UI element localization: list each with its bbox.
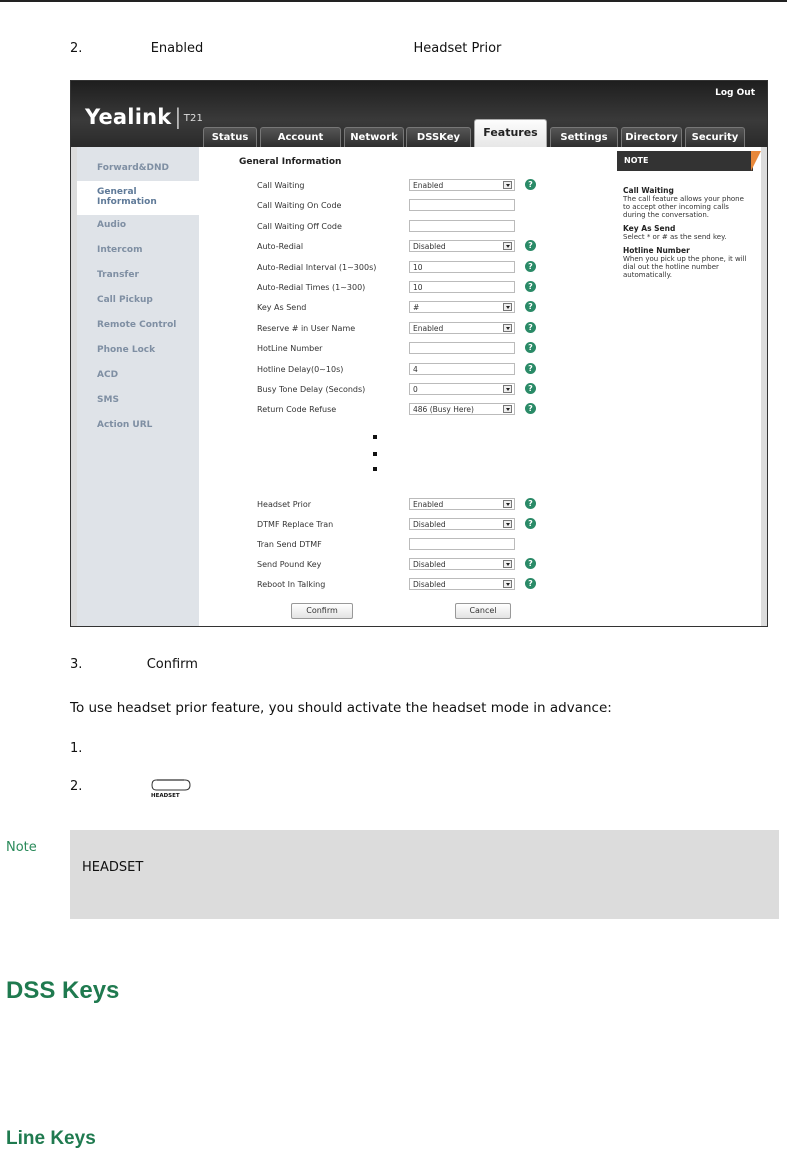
sidebar-item-remote-control[interactable]: Remote Control <box>97 320 177 330</box>
sidebar-item-call-pickup[interactable]: Call Pickup <box>97 295 153 305</box>
note-entry <box>623 247 753 279</box>
note-text: HEADSET <box>82 860 144 875</box>
help-icon[interactable]: ? <box>525 558 536 569</box>
field-value: 4 <box>413 364 418 374</box>
field-label: Call Waiting Off Code <box>257 221 342 231</box>
field-select[interactable] <box>409 578 515 590</box>
note-entry-text: The call feature allows your phone to accept other incoming calls during the conversation. <box>623 195 744 219</box>
field-label: Send Pound Key <box>257 560 322 569</box>
chevron-down-icon[interactable] <box>503 385 512 393</box>
step-number: 2. <box>70 41 83 56</box>
field-label: Hotline Delay(0~10s) <box>257 364 344 374</box>
chevron-down-icon[interactable] <box>503 405 512 413</box>
step-3-line <box>70 657 198 672</box>
tab-account[interactable]: Account <box>260 127 341 148</box>
field-select[interactable] <box>409 301 515 313</box>
ui-header <box>71 81 767 147</box>
field-value: 10 <box>413 262 423 272</box>
note-entry-text: When you pick up the phone, it will dial out the hotline number automatically. <box>623 255 747 279</box>
step-2-enabled: Enabled <box>150 41 204 56</box>
help-icon[interactable]: ? <box>525 179 536 190</box>
field-label: Key As Send <box>257 303 307 313</box>
field-value: Enabled <box>413 500 444 509</box>
field-label: HotLine Number <box>257 344 323 354</box>
tab-network[interactable]: Network <box>344 127 404 148</box>
field-value: # <box>413 303 420 313</box>
chevron-down-icon[interactable] <box>503 560 512 568</box>
sidebar-item-phone-lock[interactable]: Phone Lock <box>97 345 156 355</box>
confirm-button[interactable]: Confirm <box>291 603 353 619</box>
field-input[interactable] <box>409 220 515 232</box>
tab-directory[interactable]: Directory <box>621 127 682 148</box>
logout-link[interactable]: Log Out <box>715 88 755 98</box>
note-box <box>70 830 779 919</box>
help-icon[interactable]: ? <box>525 383 536 394</box>
chevron-down-icon[interactable] <box>503 500 512 508</box>
field-label: Busy Tone Delay (Seconds) <box>257 385 366 394</box>
sidebar-item-intercom[interactable]: Intercom <box>97 245 143 255</box>
ellipsis-dot <box>373 467 377 471</box>
field-select[interactable] <box>409 403 515 415</box>
field-label: Auto-Redial <box>257 242 304 252</box>
ellipsis-dot <box>373 452 377 456</box>
field-value: 10 <box>413 283 423 292</box>
help-icon[interactable]: ? <box>525 498 536 509</box>
help-icon[interactable]: ? <box>525 261 536 272</box>
brand-name: Yealink <box>85 105 172 129</box>
sidebar-item-action-url[interactable]: Action URL <box>97 420 153 430</box>
heading-dss-keys: DSS Keys <box>6 977 120 1004</box>
field-value: Disabled <box>413 580 446 589</box>
field-value: Disabled <box>413 560 446 569</box>
headset-key-label: HEADSET <box>151 793 180 799</box>
ellipsis-dot <box>373 435 377 439</box>
note-panel <box>617 147 761 626</box>
field-value: 486 (Busy Here) <box>413 405 474 415</box>
settings-form <box>199 147 609 626</box>
brand-model: T21 <box>183 113 204 124</box>
web-ui-screenshot <box>70 80 768 627</box>
field-label: Auto-Redial Times (1~300) <box>257 283 366 292</box>
field-input[interactable] <box>409 281 515 293</box>
field-label: Headset Prior <box>257 500 312 509</box>
help-icon[interactable]: ? <box>525 240 536 251</box>
field-select[interactable] <box>409 179 515 191</box>
field-input[interactable] <box>409 199 515 211</box>
field-label: Auto-Redial Interval (1~300s) <box>257 262 377 272</box>
note-entry-title: Key As Send <box>623 224 676 233</box>
field-label: Reboot In Talking <box>257 580 326 589</box>
note-entry-title: Call Waiting <box>623 186 674 195</box>
headset-key-icon <box>151 776 191 802</box>
sidebar <box>77 147 199 626</box>
intro-paragraph: To use headset prior feature, you should activate the headset mode in advance: <box>70 700 612 716</box>
brand-logo: Yealink | T21 <box>85 105 204 129</box>
tab-features[interactable]: Features <box>474 119 547 148</box>
field-select[interactable] <box>409 498 515 510</box>
field-input[interactable] <box>409 538 515 550</box>
sidebar-item-transfer[interactable]: Transfer <box>97 270 139 280</box>
note-body <box>623 187 753 285</box>
step-2-line <box>70 41 501 56</box>
chevron-down-icon[interactable] <box>503 303 512 311</box>
help-icon[interactable]: ? <box>525 342 536 353</box>
field-value: Enabled <box>413 181 444 190</box>
field-label: Call Waiting On Code <box>257 201 342 211</box>
help-icon[interactable]: ? <box>525 578 536 589</box>
field-input[interactable] <box>409 363 515 375</box>
field-select[interactable] <box>409 518 515 530</box>
note-entry-text: Select * or # as the send key. <box>623 233 727 241</box>
note-entry <box>623 187 753 219</box>
heading-line-keys: Line Keys <box>6 1128 96 1149</box>
field-value: 0 <box>413 385 418 394</box>
field-label: DTMF Replace Tran <box>257 520 334 529</box>
step-2-headset-prior: Headset Prior <box>413 41 502 56</box>
help-icon[interactable]: ? <box>525 281 536 292</box>
list-item-2: 2. <box>70 779 83 794</box>
section-title: General Information <box>239 157 342 167</box>
field-label: Tran Send DTMF <box>257 540 322 549</box>
note-entry <box>623 225 753 241</box>
field-input[interactable] <box>409 261 515 273</box>
help-icon[interactable]: ? <box>525 301 536 312</box>
field-select[interactable] <box>409 383 515 395</box>
tab-dsskey[interactable]: DSSKey <box>406 127 471 148</box>
field-select[interactable] <box>409 322 515 334</box>
tab-status[interactable]: Status <box>203 127 257 148</box>
field-select[interactable] <box>409 240 515 252</box>
tab-settings[interactable]: Settings <box>550 127 618 148</box>
tab-security[interactable]: Security <box>685 127 745 148</box>
help-icon[interactable]: ? <box>525 363 536 374</box>
step-number: 3. <box>70 657 83 672</box>
sidebar-item-audio[interactable]: Audio <box>97 220 127 230</box>
chevron-down-icon[interactable] <box>503 520 512 528</box>
list-item-1: 1. <box>70 741 83 756</box>
ui-body <box>77 147 761 626</box>
field-value: Disabled <box>413 242 446 252</box>
step-3-confirm: Confirm <box>146 657 198 672</box>
field-label: Reserve # in User Name <box>257 323 356 333</box>
note-title: NOTE <box>617 151 753 171</box>
sidebar-item-forward-dnd[interactable]: Forward&DND <box>97 163 169 173</box>
field-value: Enabled <box>413 323 444 333</box>
help-icon[interactable]: ? <box>525 322 536 333</box>
field-value: Disabled <box>413 520 446 529</box>
note-label: Note <box>6 840 37 855</box>
field-select[interactable] <box>409 558 515 570</box>
chevron-down-icon[interactable] <box>503 580 512 588</box>
help-icon[interactable]: ? <box>525 518 536 529</box>
sidebar-item-general-information[interactable]: General Information <box>97 187 157 207</box>
help-icon[interactable]: ? <box>525 403 536 414</box>
sidebar-item-sms[interactable]: SMS <box>97 395 119 405</box>
field-label: Call Waiting <box>257 181 305 190</box>
sidebar-item-acd[interactable]: ACD <box>97 370 119 380</box>
page-top-rule <box>0 0 787 2</box>
chevron-down-icon[interactable] <box>503 242 512 250</box>
field-input[interactable] <box>409 342 515 354</box>
cancel-button[interactable]: Cancel <box>455 603 511 619</box>
field-label: Return Code Refuse <box>257 405 337 415</box>
chevron-down-icon[interactable] <box>503 324 512 332</box>
note-entry-title: Hotline Number <box>623 246 690 255</box>
chevron-down-icon[interactable] <box>503 181 512 189</box>
